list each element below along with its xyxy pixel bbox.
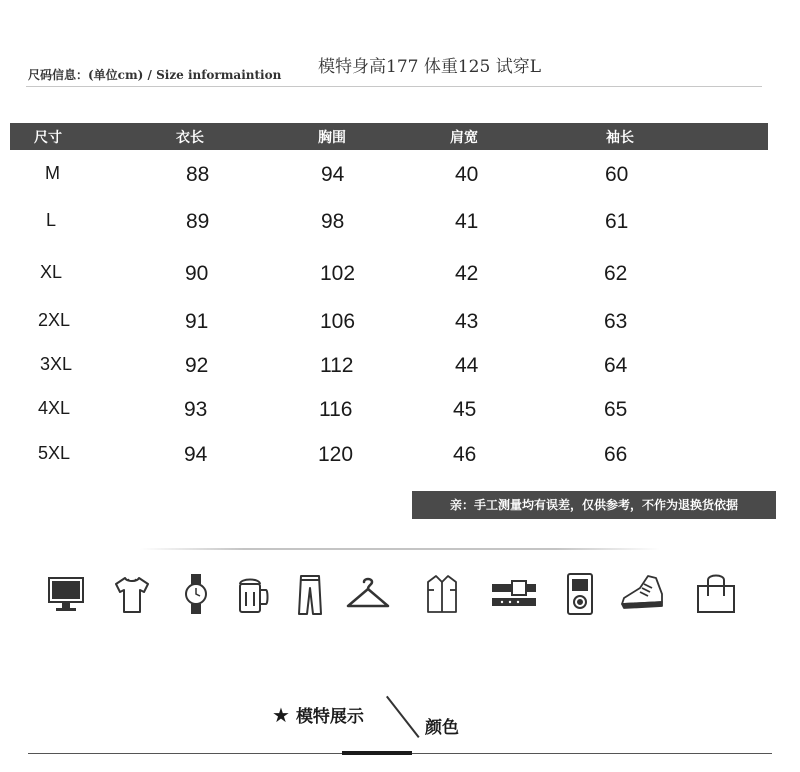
table-row: [0, 210, 800, 240]
cell-size: M: [45, 163, 60, 183]
table-header: [10, 123, 768, 150]
cell-chest: 106: [320, 310, 356, 333]
column-header-length: 衣长: [176, 130, 204, 146]
column-header-sleeve: 袖长: [606, 130, 634, 146]
cell-sleeve: 62: [604, 262, 628, 285]
belt-icon[interactable]: [490, 570, 538, 618]
cell-size: L: [46, 210, 57, 230]
hanger-icon[interactable]: [344, 570, 392, 618]
cell-shoulder: 44: [455, 354, 479, 377]
table-row: [0, 354, 800, 384]
tab-model-display[interactable]: [272, 702, 364, 727]
active-tab-indicator: [342, 751, 412, 755]
monitor-icon[interactable]: [42, 570, 90, 618]
top-divider: [26, 86, 762, 87]
cell-size: XL: [40, 262, 63, 282]
table-row: [0, 163, 800, 193]
watch-icon[interactable]: [172, 570, 220, 618]
cell-chest: 116: [319, 398, 353, 421]
cell-size: 2XL: [38, 310, 71, 330]
cell-chest: 98: [321, 210, 345, 233]
cell-chest: 102: [320, 262, 356, 285]
measurement-note: 亲：手工测量均有误差，仅供参考，不作为退换货依据: [412, 491, 776, 519]
shopping-bag-icon[interactable]: [692, 570, 740, 618]
cell-size: 3XL: [40, 354, 73, 374]
cell-sleeve: 63: [604, 310, 628, 333]
model-info-label: 模特身高177 体重125 试穿L: [318, 57, 541, 77]
cell-size: 5XL: [38, 443, 71, 463]
middle-divider: [140, 548, 660, 550]
cell-chest: 94: [321, 163, 345, 186]
cell-length: 88: [186, 163, 210, 186]
cell-length: 92: [185, 354, 209, 377]
table-row: [0, 310, 800, 340]
music-player-icon[interactable]: [556, 570, 604, 618]
table-row: [0, 262, 800, 292]
cell-sleeve: 66: [604, 443, 628, 466]
column-header-shoulder: 肩宽: [450, 130, 478, 146]
cell-length: 93: [184, 398, 208, 421]
shirt-icon[interactable]: [418, 570, 466, 618]
cell-chest: 120: [318, 443, 354, 466]
trousers-icon[interactable]: [286, 570, 334, 618]
cell-shoulder: 45: [453, 398, 477, 421]
cell-shoulder: 46: [453, 443, 477, 466]
beer-mug-icon[interactable]: [230, 570, 278, 618]
cell-sleeve: 61: [605, 210, 629, 233]
cell-size: 4XL: [38, 398, 71, 418]
table-row: [0, 398, 800, 428]
cell-chest: 112: [320, 354, 354, 377]
tab-model-display-label: 模特展示: [295, 707, 364, 727]
cell-sleeve: 60: [605, 163, 629, 186]
column-header-size: 尺寸: [34, 130, 62, 146]
cell-shoulder: 43: [455, 310, 479, 333]
cell-shoulder: 41: [455, 210, 479, 233]
cell-length: 90: [185, 262, 209, 285]
tshirt-icon[interactable]: [108, 570, 156, 618]
cell-length: 91: [185, 310, 209, 333]
cell-shoulder: 42: [455, 262, 479, 285]
cell-length: 89: [186, 210, 210, 233]
cell-shoulder: 40: [455, 163, 479, 186]
category-icon-row: [40, 570, 760, 620]
table-row: [0, 443, 800, 473]
tab-color[interactable]: 颜色: [425, 718, 459, 738]
column-header-chest: 胸围: [318, 130, 346, 146]
cell-length: 94: [184, 443, 208, 466]
cell-sleeve: 65: [604, 398, 628, 421]
size-info-label: 尺码信息：(单位cm) / Size informaintion: [28, 68, 282, 82]
tab-divider-slash: [386, 696, 420, 738]
cell-sleeve: 64: [604, 354, 628, 377]
star-icon: ★: [272, 702, 290, 727]
sneaker-icon[interactable]: [618, 570, 666, 618]
